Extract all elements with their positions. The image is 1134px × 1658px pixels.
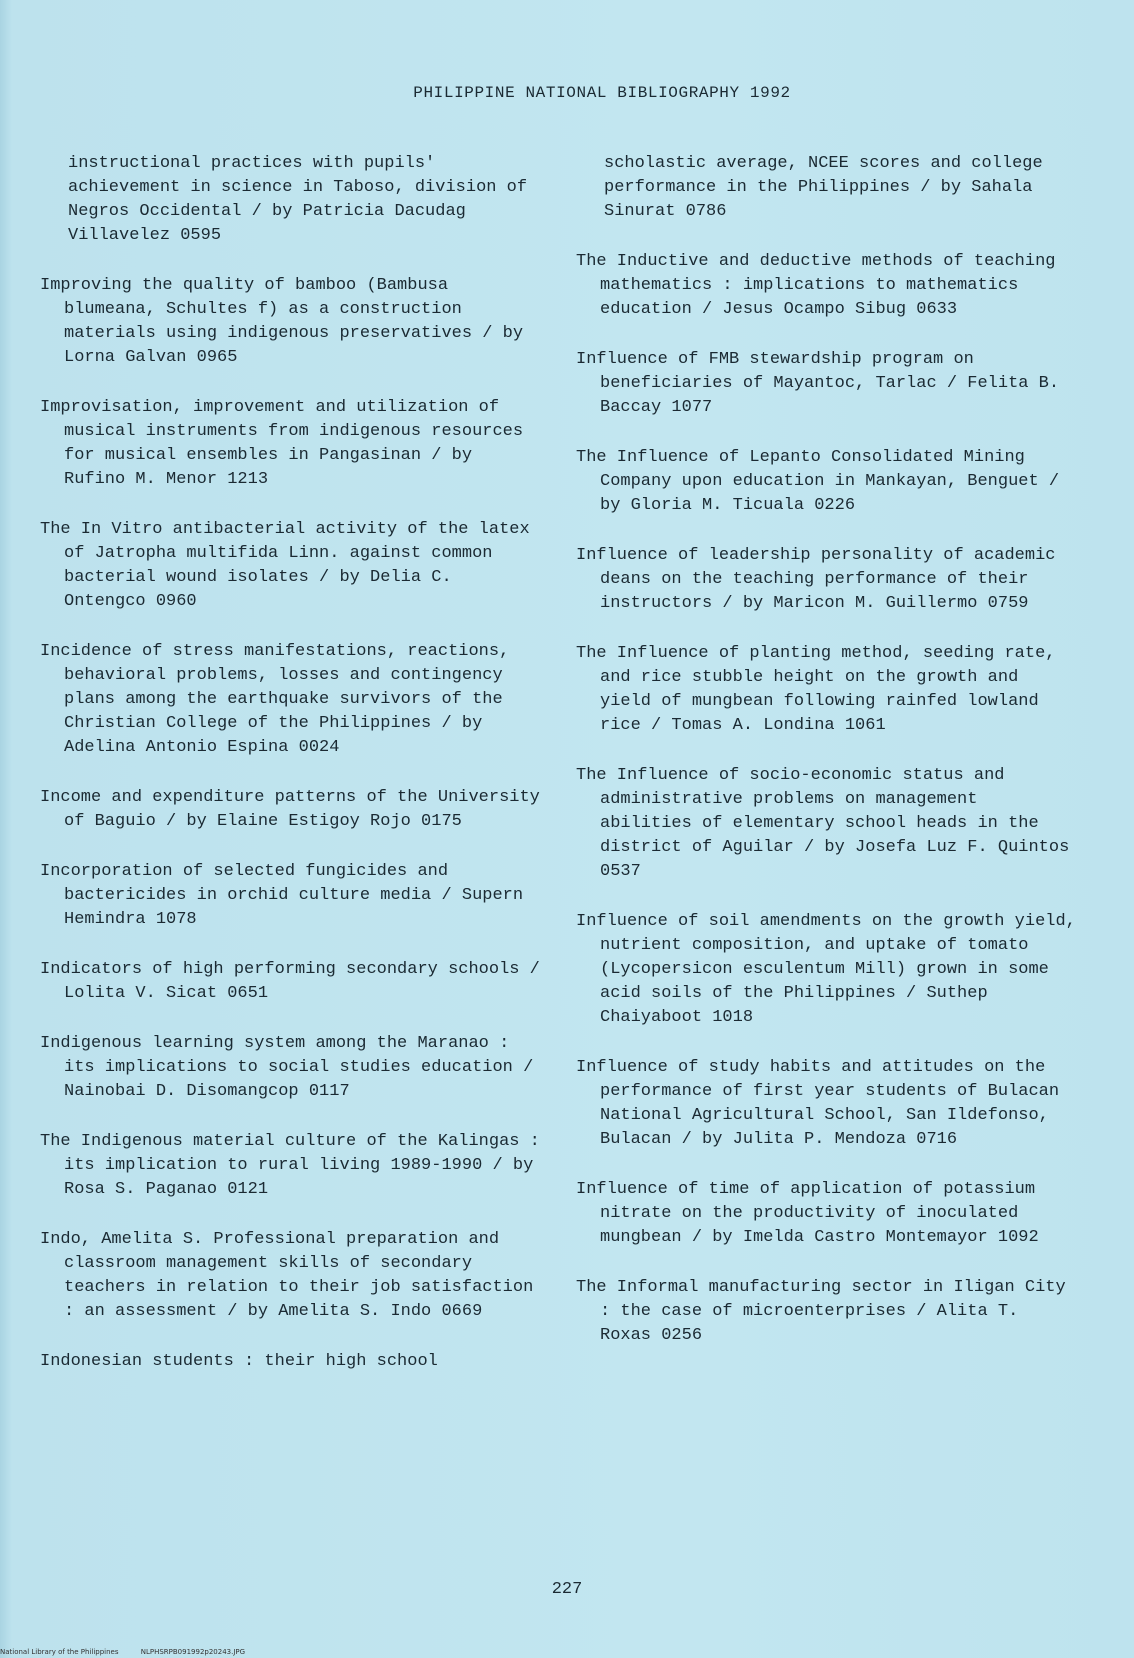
bibliography-entry: instructional practices with pupils' achievement in science in Taboso, division of Negros Occidental / by Patricia Dacudag Villavelez 0595 [68, 154, 528, 245]
bibliography-entry: Indo, Amelita S. Professional preparation and classroom management skills of secondary teachers in relation to their job satisfaction : an assessment / by Amelita S. Indo 0669 [40, 1230, 534, 1321]
bibliography-entry: scholastic average, NCEE scores and college performance in the Philippines / by Sahala Sinurat 0786 [604, 154, 1043, 221]
bibliography-entry: Influence of time of application of potassium nitrate on the productivity of inoculated mungbean / by Imelda Castro Montemayor 1092 [576, 1180, 1039, 1247]
bibliography-entry: The Inductive and deductive methods of teaching mathematics : implications to mathematics education / Jesus Ocampo Sibug 0633 [576, 252, 1056, 319]
bibliography-entry: The Influence of Lepanto Consolidated Mining Company upon education in Mankayan, Benguet / by Gloria M. Ticuala 0226 [576, 448, 1060, 515]
scan-footer [0, 1648, 265, 1656]
bibliography-entry: Indigenous learning system among the Maranao : its implications to social studies education / Nainobai D. Disomangcop 0117 [40, 1034, 534, 1101]
bibliography-entry: Influence of FMB stewardship program on beneficiaries of Mayantoc, Tarlac / Felita B. Baccay 1077 [576, 350, 1060, 417]
bibliography-entry: Improving the quality of bamboo (Bambusa blumeana, Schultes f) as a construction materials using indigenous preservatives / by Lorna Galvan 0965 [40, 276, 524, 367]
bibliography-entry: Influence of study habits and attitudes on the performance of first year students of Bulacan National Agricultural School, San Ildefonso, Bulacan / by Julita P. Mendoza 0716 [576, 1058, 1060, 1149]
bibliography-entry: Incorporation of selected fungicides and bactericides in orchid culture media / Supern Hemindra 1078 [40, 862, 524, 929]
page-header: PHILIPPINE NATIONAL BIBLIOGRAPHY 1992 [413, 84, 791, 102]
bibliography-entry: The Informal manufacturing sector in Iligan City : the case of microenterprises / Alita T. Roxas 0256 [576, 1278, 1066, 1345]
bibliography-entry: The In Vitro antibacterial activity of the latex of Jatropha multifida Linn. against common bacterial wound isolates / by Delia C. Ontengco 0960 [40, 520, 530, 611]
bibliography-entry: The Influence of planting method, seeding rate, and rice stubble height on the growth and yield of mungbean following rainfed lowland rice / Tomas A. Londina 1061 [576, 644, 1056, 735]
bibliography-entry: Influence of soil amendments on the growth yield, nutrient composition, and uptake of tomato (Lycopersicon esculentum Mill) grown in some acid soils of the Philippines / Suthep Chaiyaboot 1018 [576, 912, 1076, 1027]
bibliography-entry: The Influence of socio-economic status and administrative problems on management abilities of elementary school heads in the district of Aguilar / by Josefa Luz F. Quintos 0537 [576, 766, 1070, 881]
bibliography-entry: Improvisation, improvement and utilization of musical instruments from indigenous resources for musical ensembles in Pangasinan / by Rufino M. Menor 1213 [40, 398, 524, 489]
bibliography-entry: Indicators of high performing secondary schools / Lolita V. Sicat 0651 [40, 960, 540, 1003]
footer-library: National Library of the Philippines [0, 1648, 119, 1656]
bibliography-entry: The Indigenous material culture of the Kalingas : its implication to rural living 1989-1990 / by Rosa S. Paganao 0121 [40, 1132, 540, 1199]
right-column [576, 152, 1076, 1374]
bibliography-entry: Incidence of stress manifestations, reactions, behavioral problems, losses and contingency plans among the earthquake survivors of the Christian College of the Philippines / by Adelina Antonio Espina 0024 [40, 642, 510, 757]
bibliography-entry: Income and expenditure patterns of the University of Baguio / by Elaine Estigoy Rojo 0175 [40, 788, 540, 831]
bibliography-entry: Influence of leadership personality of academic deans on the teaching performance of their instructors / by Maricon M. Guillermo 0759 [576, 546, 1056, 613]
left-column [40, 152, 540, 1400]
bibliography-entry: Indonesian students : their high school [40, 1352, 438, 1371]
page-number: 227 [551, 1580, 583, 1599]
footer-file: NLPHSRPB091992p20243.JPG [140, 1648, 246, 1656]
